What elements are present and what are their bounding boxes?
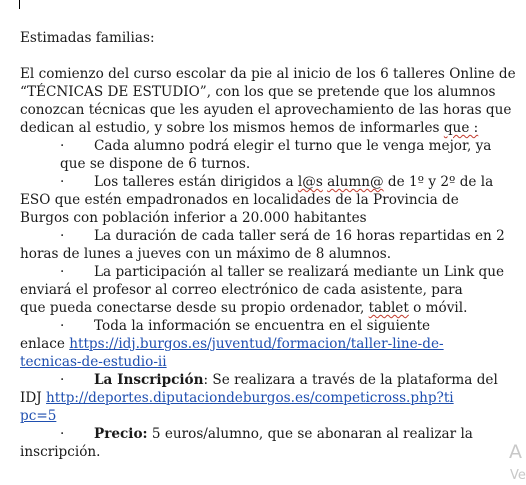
inscripcion-line-2 [20,389,496,407]
text-cursor [19,0,20,9]
intro-line-3: conozcan técnicas que les ayuden el aprovechamiento de las horas que [20,102,512,118]
participacion-line-3a: que pueda conectarse desde su propio ordenador, [20,300,369,316]
list-item-line [20,317,496,335]
participacion-line-3b: o móvil. [408,300,468,316]
turnos-line-1: Cada alumno podrá elegir el turno que le venga mejor, ya [94,138,492,154]
inscripcion-link[interactable]: http://deportes.diputaciondeburgos.es/competicross.php?ti [46,390,454,406]
list-item-line [20,263,505,281]
informacion-line-3 [20,353,496,371]
informacion-line-1: Toda la información se encuentra en el siguiente [94,318,431,334]
list-item-precio [20,425,496,461]
spellcheck-word: alumn@ [327,174,384,190]
list-item-line [20,137,496,155]
destinatarios-line-2: ESO que estén empadronados en localidades de la Provincia de [20,192,459,208]
precio-line-1: 5 euros/alumno, que se abonaran al realizar la [147,426,473,442]
list-item-line [20,227,505,245]
list-item-destinatarios [20,173,496,227]
bullet: · [60,426,65,442]
list-item-line [20,173,496,191]
duracion-line-1: La duración de cada taller será de 16 horas repartidas en 2 [94,228,505,244]
duracion-line-2: horas de lunes a jueves con un máximo de 8 alumnos. [20,246,392,262]
bullet: · [60,228,65,244]
informacion-link-prefix: enlace [20,336,70,352]
document-body[interactable] [20,29,516,461]
list-item-informacion [20,317,496,371]
list-item-line [20,371,496,389]
turnos-line-2: que se dispone de 6 turnos. [60,156,251,172]
intro-paragraph [20,65,516,137]
list-item-inscripcion [20,371,496,425]
destinatarios-line-1a: Los talleres están dirigidos a [94,174,298,190]
spellcheck-word: l@s [297,174,323,190]
intro-line-2: “TÉCNICAS DE ESTUDIO”, con los que se pretende que los alumnos [20,84,496,100]
participacion-line-3 [20,299,496,317]
intro-end-word: que : [443,120,479,136]
list-item-line [20,425,496,443]
inscripcion-line-3 [20,407,496,425]
cutoff-side-glyph: A [509,441,522,463]
intro-line-4-text: dedican al estudio, y sobre los mismos hemos de informarles [20,120,444,136]
inscripcion-link-prefix: IDJ [20,390,47,406]
bullet: · [60,138,65,154]
precio-line-2: inscripción. [20,444,101,460]
list-item-turnos [20,137,496,173]
greeting: Estimadas familias: [20,30,155,46]
destinatarios-line-3: Burgos con población inferior a 20.000 habitantes [20,210,367,226]
intro-line-4 [20,119,496,137]
bullet: · [60,264,65,280]
cutoff-side-text: Ve [510,468,526,483]
bullet: · [60,372,65,388]
info-link-continuation[interactable]: tecnicas-de-estudio-ii [20,354,167,370]
participacion-line-1: La participación al taller se realizará mediante un Link que [94,264,505,280]
spellcheck-word: tablet [368,300,409,316]
info-link[interactable]: https://idj.burgos.es/juventud/formacion/taller-line-de- [69,336,444,352]
list-item-participacion [20,263,505,317]
bullet: · [60,174,65,190]
bullet: · [60,318,65,334]
destinatarios-line-1c: de 1º y 2º de la [383,174,494,190]
informacion-line-2 [20,335,496,353]
participacion-line-2: enviará el profesor al correo electrónico de cada asistente, para [20,282,463,298]
inscripcion-line-1: : Se realizara a través de la plataforma del [203,372,498,388]
list-item-duracion [20,227,505,263]
inscripcion-link-continuation[interactable]: pc=5 [20,408,57,424]
precio-label: Precio: [94,426,148,442]
inscripcion-label: La Inscripción [94,372,204,388]
intro-line-1: El comienzo del curso escolar da pie al inicio de los 6 talleres Online de [20,66,516,82]
